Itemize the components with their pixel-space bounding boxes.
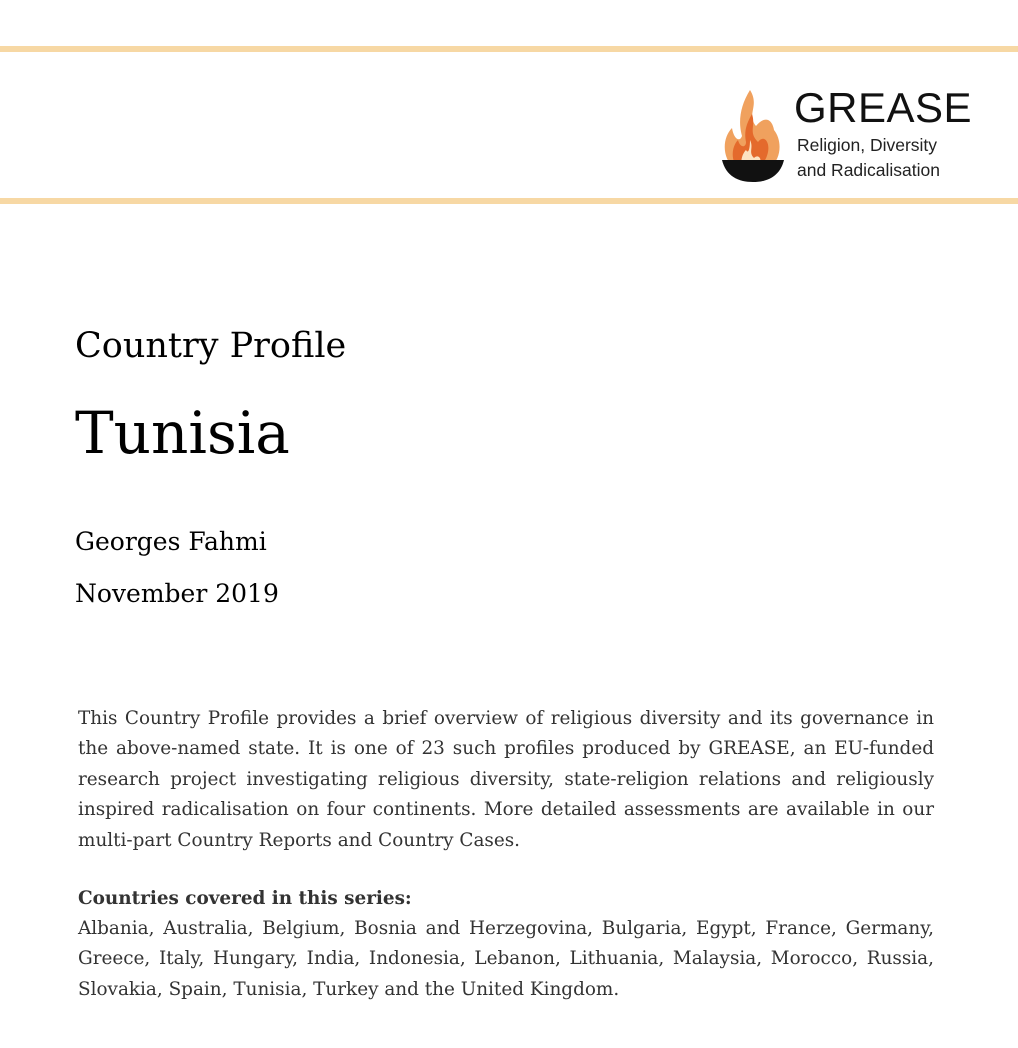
publication-date: November 2019	[75, 579, 279, 608]
logo-wordmark: GREASE	[794, 84, 973, 131]
document-type: Country Profile	[75, 326, 347, 366]
flame-icon	[720, 88, 786, 184]
header-bottom-rule	[0, 198, 1018, 204]
logo-tagline-line2: and Radicalisation	[797, 160, 941, 180]
series-heading: Countries covered in this series:	[78, 888, 412, 909]
logo-tagline-line1: Religion, Diversity	[797, 135, 938, 155]
grease-logo	[720, 84, 973, 186]
author-name: Georges Fahmi	[75, 527, 267, 556]
series-country-list: Albania, Australia, Belgium, Bosnia and Herzegovina, Bulgaria, Egypt, France, Germany, Greece, Italy, Hungary, India, Indonesia, Lebanon, Lithuania, Malaysia, Morocco, Russia, Slovakia, Spain, Tunisia, Turkey and the United Kingdom.	[78, 918, 934, 1000]
page-title: Tunisia	[75, 399, 290, 467]
intro-paragraph: This Country Profile provides a brief overview of religious diversity and its governance in the above-named state. It is one of 23 such profiles produced by GREASE, an EU-funded research project investigating religious diversity, state-religion relations and religiously inspired radicalisation on four continents. More detailed assessments are available in our multi-part Country Reports and Country Cases.	[78, 708, 934, 851]
bowl-shape	[722, 160, 784, 182]
header-top-rule	[0, 46, 1018, 52]
